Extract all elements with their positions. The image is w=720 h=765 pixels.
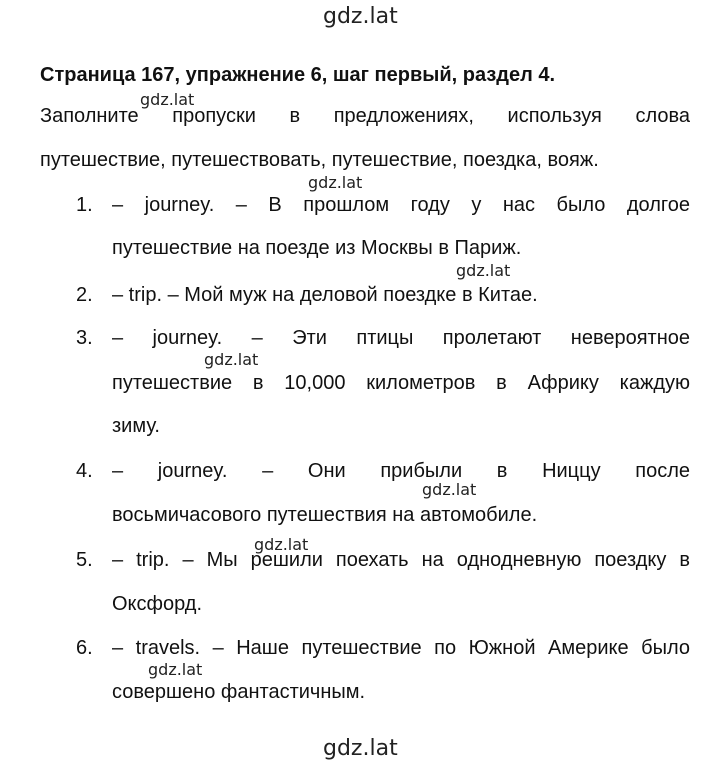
list-item-number: 4. bbox=[76, 460, 93, 482]
watermark-small: gdz.lat bbox=[254, 535, 309, 554]
list-item-number: 2. bbox=[76, 284, 93, 306]
list-item-line: – journey. – В прошлом году у нас было долгое bbox=[112, 194, 690, 216]
list-item-line: путешествие в 10,000 километров в Африку каждую bbox=[112, 372, 690, 394]
watermark-bottom: gdz.lat bbox=[323, 736, 398, 761]
watermark-top: gdz.lat bbox=[323, 4, 398, 29]
watermark-small: gdz.lat bbox=[308, 173, 363, 192]
list-item-line: – journey. – Эти птицы пролетают невероятное bbox=[112, 327, 690, 349]
list-item-number: 6. bbox=[76, 637, 93, 659]
list-item-line: совершено фантастичным. bbox=[112, 681, 366, 703]
watermark-small: gdz.lat bbox=[204, 350, 259, 369]
list-item-line: восьмичасового путешествия на автомобиле. bbox=[112, 504, 538, 526]
list-item-number: 3. bbox=[76, 327, 93, 349]
watermark-small: gdz.lat bbox=[456, 261, 511, 280]
list-item-line: путешествие на поезде из Москвы в Париж. bbox=[112, 237, 522, 259]
page-heading: Страница 167, упражнение 6, шаг первый, раздел 4. bbox=[40, 64, 556, 86]
list-item-line: – trip. – Мы решили поехать на однодневную поездку в bbox=[112, 549, 690, 571]
list-item-line: – journey. – Они прибыли в Ниццу после bbox=[112, 460, 690, 482]
list-item-line: – travels. – Наше путешествие по Южной Америке было bbox=[112, 637, 690, 659]
instruction-line-2: путешествие, путешествовать, путешествие, поездка, вояж. bbox=[40, 149, 599, 171]
watermark-small: gdz.lat bbox=[140, 90, 195, 109]
watermark-small: gdz.lat bbox=[148, 660, 203, 679]
list-item-line: – trip. – Мой муж на деловой поездке в Китае. bbox=[112, 284, 538, 306]
watermark-small: gdz.lat bbox=[422, 480, 477, 499]
list-item-line: Оксфорд. bbox=[112, 593, 202, 615]
list-item-number: 5. bbox=[76, 549, 93, 571]
instruction-line-1: Заполните пропуски в предложениях, используя слова bbox=[40, 105, 690, 127]
list-item-number: 1. bbox=[76, 194, 93, 216]
list-item-line: зиму. bbox=[112, 415, 160, 437]
